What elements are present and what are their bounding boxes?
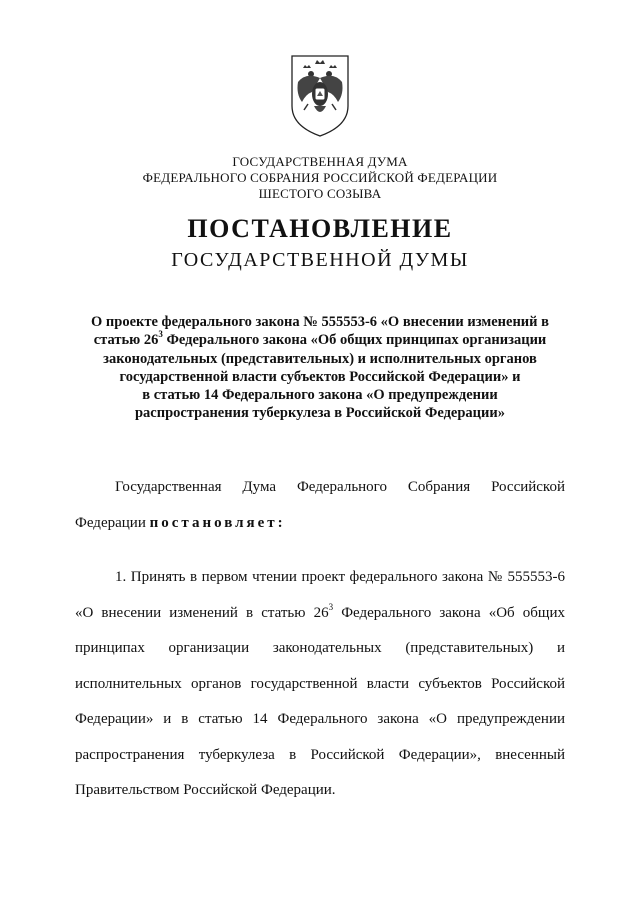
subject-line: распространения туберкулеза в Российской Федерации» [134, 405, 505, 422]
paragraph-line: исполнительных органов государственной власти субъектов Российской [75, 675, 565, 692]
preamble [75, 470, 565, 541]
subject-line: законодательных (представительных) и исполнительных органов [103, 350, 537, 367]
subject-line: государственной власти субъектов Российской Федерации» и [119, 368, 521, 385]
paragraph-line: принципах организации законодательных (представительных) и [75, 640, 565, 656]
header-line-1: ГОСУДАРСТВЕННАЯ ДУМА [232, 154, 408, 169]
document-type-title: ПОСТАНОВЛЕНИЕ [187, 214, 453, 243]
header-line-3: ШЕСТОГО СОЗЫВА [258, 186, 382, 201]
document-issuer-title: ГОСУДАРСТВЕННОЙ ДУМЫ [171, 249, 469, 271]
resolution-verb: постановляет: [149, 514, 286, 531]
russian-coat-of-arms-icon [290, 54, 350, 138]
subject-line: статью $26^3$ Федерального закона «Об общих принципах организации [93, 329, 547, 349]
document-header [0, 154, 640, 202]
preamble-line: Федерации постановляет: [75, 514, 286, 531]
document-subject [60, 313, 580, 423]
paragraph-line: Федерации» и в статью 14 Федерального закона «О предупреждении [75, 711, 565, 727]
preamble-line: Государственная Дума Федерального Собрания Российской [115, 479, 565, 495]
subject-line: О проекте федерального закона № 555553-6 «О внесении изменений в [91, 314, 549, 330]
paragraph-1 [75, 560, 565, 809]
paragraph-line: Правительством Российской Федерации. [75, 782, 336, 798]
paragraph-line: распространения туберкулеза в Российской Федерации», внесенный [75, 746, 565, 763]
paragraph-line: 1. Принять в первом чтении проект федерального закона № 555553-6 [115, 569, 565, 585]
header-line-2: ФЕДЕРАЛЬНОГО СОБРАНИЯ РОССИЙСКОЙ ФЕДЕРАЦИИ [142, 170, 498, 185]
paragraph-line: «О внесении изменений в статью $26^3$ Федерального закона «Об общих [75, 601, 566, 621]
subject-line: в статью 14 Федерального закона «О предупреждении [142, 387, 498, 404]
